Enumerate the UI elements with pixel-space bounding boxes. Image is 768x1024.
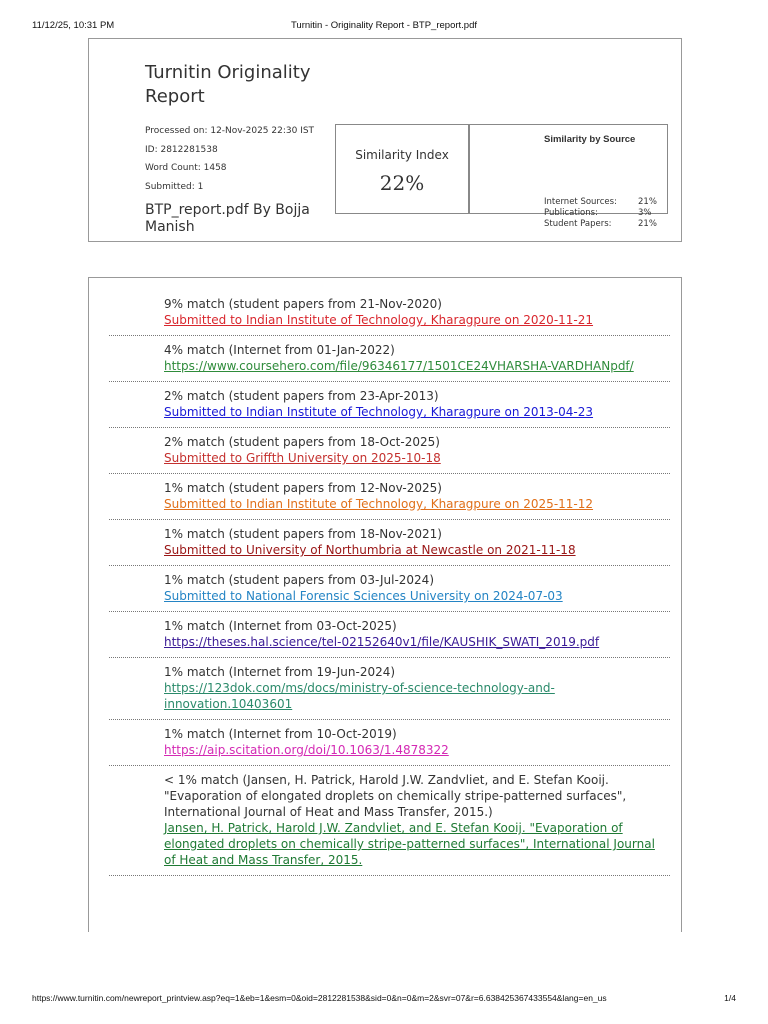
print-footer [32,993,736,1007]
file-title: BTP_report.pdf By Bojja Manish [145,202,310,235]
match-list-box [88,277,682,932]
match-description: 9% match (student papers from 21-Nov-2020) [164,297,442,311]
match-item [109,720,670,766]
match-list [109,290,670,876]
match-source-link[interactable]: https://www.coursehero.com/file/96346177/1501CE24VHARSHA-VARDHANpdf/ [164,359,634,373]
match-source-link[interactable]: Submitted to National Forensic Sciences University on 2024-07-03 [164,589,563,603]
match-description: 1% match (student papers from 12-Nov-2025) [164,481,442,495]
match-item [109,336,670,382]
print-datetime: 11/12/25, 10:31 PM [32,20,115,31]
match-description: 1% match (Internet from 03-Oct-2025) [164,619,397,633]
match-item [109,658,670,720]
match-description: 2% match (student papers from 18-Oct-2025) [164,435,440,449]
match-item [109,290,670,336]
report-metadata [145,122,314,196]
word-count: Word Count: 1458 [145,163,227,173]
similarity-index-label: Similarity Index [355,148,449,162]
match-source-link[interactable]: Submitted to Indian Institute of Technology, Kharagpure on 2025-11-12 [164,497,594,511]
similarity-index-box [335,124,469,214]
match-description: < 1% match (Jansen, H. Patrick, Harold J.W. Zandvliet, and E. Stefan Kooij. "Evaporation of elongated droplets on chemically stripe-patterned surfaces", International Journal of Heat and Mass Transfer, 2015.) [164,773,627,819]
page-number: 1/4 [724,993,736,1003]
match-item [109,612,670,658]
processed-on: Processed on: 12-Nov-2025 22:30 IST [145,126,315,136]
match-description: 1% match (Internet from 10-Oct-2019) [164,727,397,741]
submission-id: ID: 2812281538 [145,144,218,155]
report-summary-box [88,38,682,242]
match-description: 1% match (student papers from 03-Jul-2024) [164,573,434,587]
match-source-link[interactable]: Jansen, H. Patrick, Harold J.W. Zandvliet, and E. Stefan Kooij. "Evaporation of elongated droplets on chemically stripe-patterned surfaces", International Journal of Heat and Mass Transfer, 2015. [164,821,655,867]
report-title: Turnitin Originality Report [145,62,311,107]
similarity-index-value: 22% [379,171,425,195]
match-description: 1% match (student papers from 18-Nov-2021) [164,527,442,541]
print-title: Turnitin - Originality Report - BTP_report.pdf [290,20,478,31]
match-source-link[interactable]: https://theses.hal.science/tel-02152640v1/file/KAUSHIK_SWATI_2019.pdf [164,635,600,649]
match-description: 4% match (Internet from 01-Jan-2022) [164,343,395,357]
submitted-count: Submitted: 1 [145,181,204,192]
match-source-link[interactable]: Submitted to Indian Institute of Technology, Kharagpure on 2013-04-23 [164,405,594,419]
match-item [109,382,670,428]
match-source-link[interactable]: Submitted to Indian Institute of Technology, Kharagpure on 2020-11-21 [164,313,594,327]
match-source-link[interactable]: Submitted to University of Northumbria at Newcastle on 2021-11-18 [164,543,576,557]
match-description: 2% match (student papers from 23-Apr-2013) [164,389,439,403]
match-source-link[interactable]: https://123dok.com/ms/docs/ministry-of-science-technology-and-innovation.10403601 [164,681,555,711]
source-label: Internet Sources: [544,197,617,207]
source-value: 21% [638,197,657,207]
match-description: 1% match (Internet from 19-Jun-2024) [164,665,396,679]
match-source-link[interactable]: Submitted to Griffth University on 2025-10-18 [164,451,441,465]
match-item [109,766,670,876]
match-item [109,474,670,520]
source-value: 3% [638,208,652,218]
source-label: Student Papers: [544,219,612,229]
source-label: Publications: [544,208,598,218]
similarity-by-source-box [469,124,668,229]
similarity-by-source-heading: Similarity by Source [544,134,636,145]
match-item [109,428,670,474]
match-source-link[interactable]: https://aip.scitation.org/doi/10.1063/1.4878322 [164,743,449,757]
match-item [109,520,670,566]
print-url: https://www.turnitin.com/newreport_printview.asp?eq=1&eb=1&esm=0&oid=2812281538&sid=0&n=0&m=2&svr=07&r=6.638425367433554&lang=en_us [32,993,607,1003]
match-item [109,566,670,612]
print-header [32,20,736,34]
source-value: 21% [638,219,657,229]
